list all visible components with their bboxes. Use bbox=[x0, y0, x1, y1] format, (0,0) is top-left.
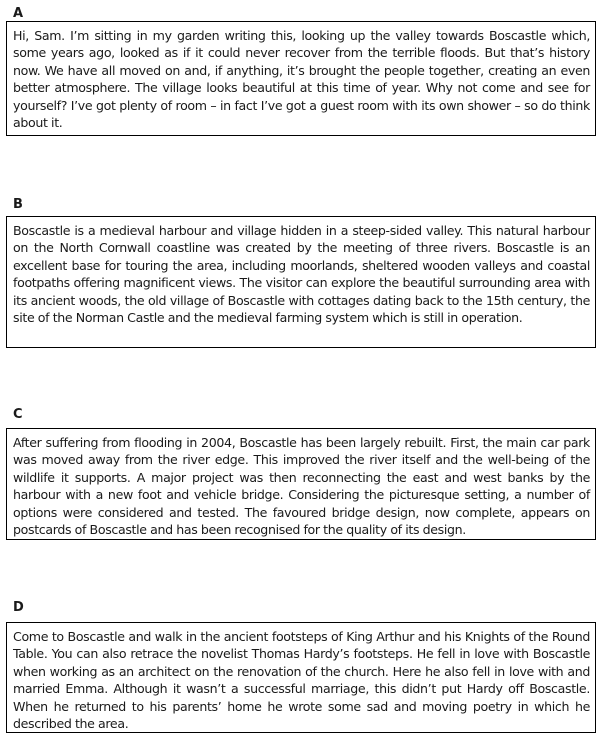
section-b-box bbox=[6, 216, 596, 348]
section-a-box bbox=[6, 21, 596, 136]
section-c-box bbox=[6, 428, 596, 540]
section-b-text: Boscastle is a medieval harbour and village hidden in a steep-sided valley. This natural harbour on the North Cornwall coastline was created by the meeting of three rivers. Boscastle is an excellent base for touring the area, including moorlands, sheltered wooden valleys and coastal footpaths offering magnificent views. The visitor can explore the beautiful surrounding area with its ancient woods, the old village of Boscastle with cottages dating back to the 15th century, the site of the Norman Castle and the medieval farming system which is still in operation. bbox=[13, 223, 590, 326]
section-d-label: D bbox=[13, 600, 24, 615]
section-d-box bbox=[6, 622, 596, 733]
section-d-text: Come to Boscastle and walk in the ancient footsteps of King Arthur and his Knights of the Round Table. You can also retrace the novelist Thomas Hardy’s footsteps. He fell in love with Boscastle when working as an architect on the renovation of the church. Here he also fell in love with and married Emma. Although it wasn’t a successful marriage, this didn’t put Hardy off Boscastle. When he returned to his parents’ home he wrote some sad and moving poetry in which he described the area. bbox=[13, 629, 590, 732]
section-a-text: Hi, Sam. I’m sitting in my garden writing this, looking up the valley towards Boscastle which, some years ago, looked as if it could never recover from the terrible floods. But that’s history now. We have all moved on and, if anything, it’s brought the people together, creating an even better atmosphere. The village looks beautiful at this time of year. Why not come and see for yourself? I’ve got plenty of room – in fact I’ve got a guest room with its own shower – so do think about it. bbox=[13, 28, 590, 131]
section-b-label: B bbox=[13, 197, 23, 212]
section-a-label: A bbox=[13, 6, 24, 21]
section-c-text: After suffering from flooding in 2004, Boscastle has been largely rebuilt. First, the main car park was moved away from the river edge. This improved the river itself and the well-being of the wildlife it supports. A major project was then reconnecting the east and west banks by the harbour with a new foot and vehicle bridge. Considering the picturesque setting, a number of options were considered and tested. The favoured bridge design, now complete, appears on postcards of Boscastle and has been recognised for the quality of its design. bbox=[13, 435, 590, 538]
section-c-label: C bbox=[13, 407, 23, 422]
